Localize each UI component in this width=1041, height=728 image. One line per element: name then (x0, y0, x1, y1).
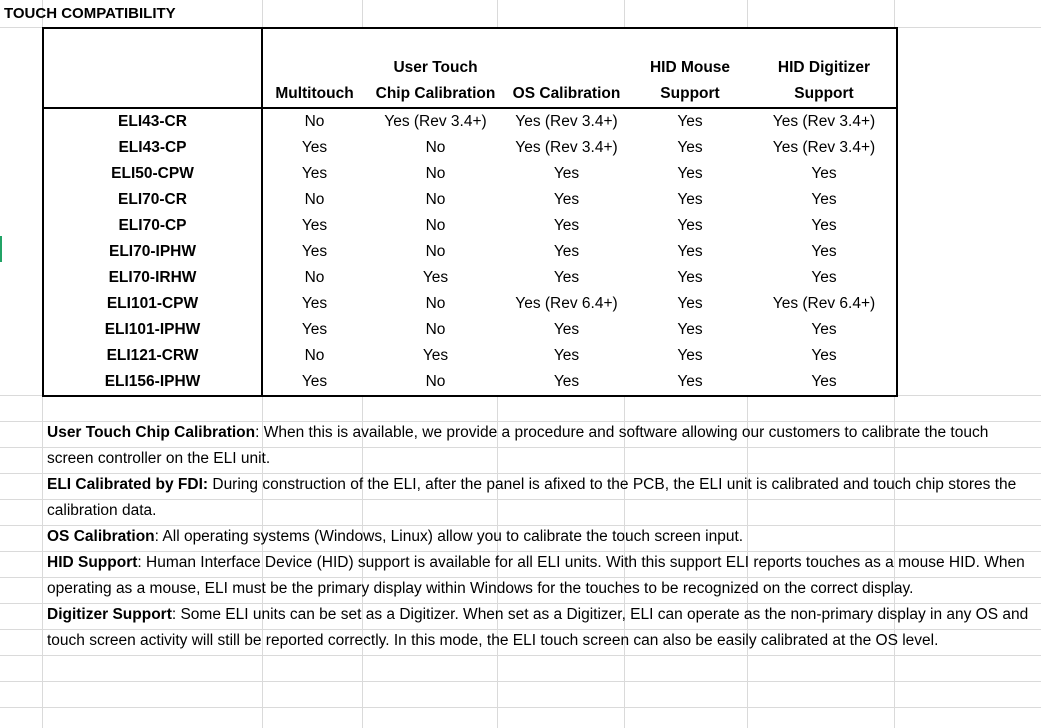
table-row (43, 343, 897, 369)
table-cell: No (425, 165, 446, 182)
table-cell: Yes (553, 373, 580, 390)
table-cell: Yes (Rev 3.4+) (515, 113, 618, 130)
touch-compatibility-table (42, 27, 898, 397)
table-row (43, 317, 897, 343)
model-cell: ELI70-CP (43, 213, 262, 239)
table-cell: Yes (Rev 6.4+) (772, 295, 876, 312)
table-cell: Yes (301, 217, 328, 234)
table-cell: Yes (677, 139, 703, 156)
table-cell: Yes (811, 373, 837, 390)
definition-note: OS Calibration: All operating systems (Windows, Linux) allow you to calibrate the touch screen input. (47, 528, 744, 545)
table-row (43, 161, 897, 187)
definition-term: ELI Calibrated by FDI: (47, 476, 209, 493)
table-cell: Yes (301, 243, 328, 260)
table-cell: Yes (Rev 3.4+) (515, 139, 618, 156)
table-row (43, 108, 897, 135)
table-cell: Yes (301, 373, 328, 390)
model-cell: ELI70-IPHW (43, 239, 262, 265)
table-cell: Yes (553, 191, 580, 208)
table-header-row (43, 28, 897, 108)
table-cell: No (304, 269, 325, 286)
table-cell: Yes (677, 191, 703, 208)
definition-note: Digitizer Support: Some ELI units can be set as a Digitizer. When set as a Digitizer, ELI can operate as the non-primary display in any OS and touch screen activity will still be reported correctly. In this mode, the ELI touch screen can also be easily calibrated at the OS level. (47, 606, 1029, 649)
definition-term: OS Calibration (47, 528, 155, 545)
definition-term: User Touch Chip Calibration (47, 424, 256, 441)
os-calibration-column-header: OS Calibration (505, 28, 628, 108)
table-cell: Yes (811, 347, 837, 364)
model-cell: ELI156-IPHW (43, 369, 262, 396)
table-cell: No (425, 217, 446, 234)
table-cell: Yes (811, 217, 837, 234)
table-row (43, 239, 897, 265)
table-cell: Yes (677, 243, 703, 260)
model-cell: ELI50-CPW (43, 161, 262, 187)
table-cell: No (425, 373, 446, 390)
table-cell: Yes (Rev 3.4+) (772, 113, 876, 130)
table-row (43, 369, 897, 396)
model-cell: ELI121-CRW (43, 343, 262, 369)
table-cell: Yes (Rev 3.4+) (772, 139, 876, 156)
selected-row-marker (0, 236, 2, 262)
table-cell: No (304, 347, 325, 364)
table-row (43, 265, 897, 291)
table-cell: Yes (301, 139, 328, 156)
table-cell: Yes (677, 295, 703, 312)
table-cell: Yes (553, 217, 580, 234)
table-cell: Yes (811, 191, 837, 208)
model-cell: ELI101-CPW (43, 291, 262, 317)
model-cell: ELI70-IRHW (43, 265, 262, 291)
definition-note: ELI Calibrated by FDI: During construction of the ELI, after the panel is afixed to the PCB, the ELI unit is calibrated and touch chip stores the calibration data. (47, 476, 1017, 519)
table-cell: Yes (301, 321, 328, 338)
table-cell: No (304, 113, 325, 130)
table-cell: No (425, 139, 446, 156)
table-row (43, 213, 897, 239)
table-row (43, 187, 897, 213)
table-cell: Yes (Rev 3.4+) (384, 113, 487, 130)
table-cell: Yes (677, 165, 703, 182)
model-cell: ELI43-CR (43, 108, 262, 135)
hid-mouse-column-header: HID Mouse Support (628, 28, 752, 108)
table-cell: No (304, 191, 325, 208)
definition-note: HID Support: Human Interface Device (HID) support is available for all ELI units. With this support ELI reports touches as a mouse HID. When operating as a mouse, ELI must be the primary display within Windows for the touches to be recognized on the correct display. (47, 554, 1025, 597)
table-cell: Yes (811, 269, 837, 286)
table-cell: Yes (301, 295, 328, 312)
table-cell: Yes (553, 347, 580, 364)
table-cell: Yes (811, 243, 837, 260)
table-cell: Yes (422, 347, 449, 364)
table-cell: Yes (553, 243, 580, 260)
table-cell: Yes (677, 347, 703, 364)
table-cell: Yes (677, 217, 703, 234)
table-cell: No (425, 295, 446, 312)
model-cell: ELI101-IPHW (43, 317, 262, 343)
table-cell: Yes (677, 373, 703, 390)
definition-term: Digitizer Support (47, 606, 172, 623)
table-cell: Yes (422, 269, 449, 286)
table-cell: Yes (677, 269, 703, 286)
table-cell: Yes (Rev 6.4+) (515, 295, 618, 312)
table-row (43, 291, 897, 317)
hid-digitizer-column-header: HID Digitizer Support (752, 28, 897, 108)
table-cell: No (425, 321, 446, 338)
chip-calibration-column-header: User Touch Chip Calibration (366, 28, 505, 108)
table-cell: No (425, 243, 446, 260)
model-column-header (43, 28, 262, 108)
table-cell: Yes (811, 165, 837, 182)
table-cell: Yes (553, 165, 580, 182)
table-row (43, 135, 897, 161)
model-cell: ELI70-CR (43, 187, 262, 213)
notes-section (47, 420, 1037, 654)
table-cell: Yes (677, 321, 703, 338)
table-cell: Yes (301, 165, 328, 182)
table-cell: Yes (811, 321, 837, 338)
table-cell: Yes (677, 113, 703, 130)
table-cell: Yes (553, 321, 580, 338)
definition-term: HID Support (47, 554, 138, 571)
sheet-title: TOUCH COMPATIBILITY (4, 5, 176, 22)
model-cell: ELI43-CP (43, 135, 262, 161)
table-cell: Yes (553, 269, 580, 286)
definition-note: User Touch Chip Calibration: When this is available, we provide a procedure and software allowing our customers to calibrate the touch screen controller on the ELI unit. (47, 424, 989, 467)
table-cell: No (425, 191, 446, 208)
multitouch-column-header: Multitouch (262, 28, 366, 108)
